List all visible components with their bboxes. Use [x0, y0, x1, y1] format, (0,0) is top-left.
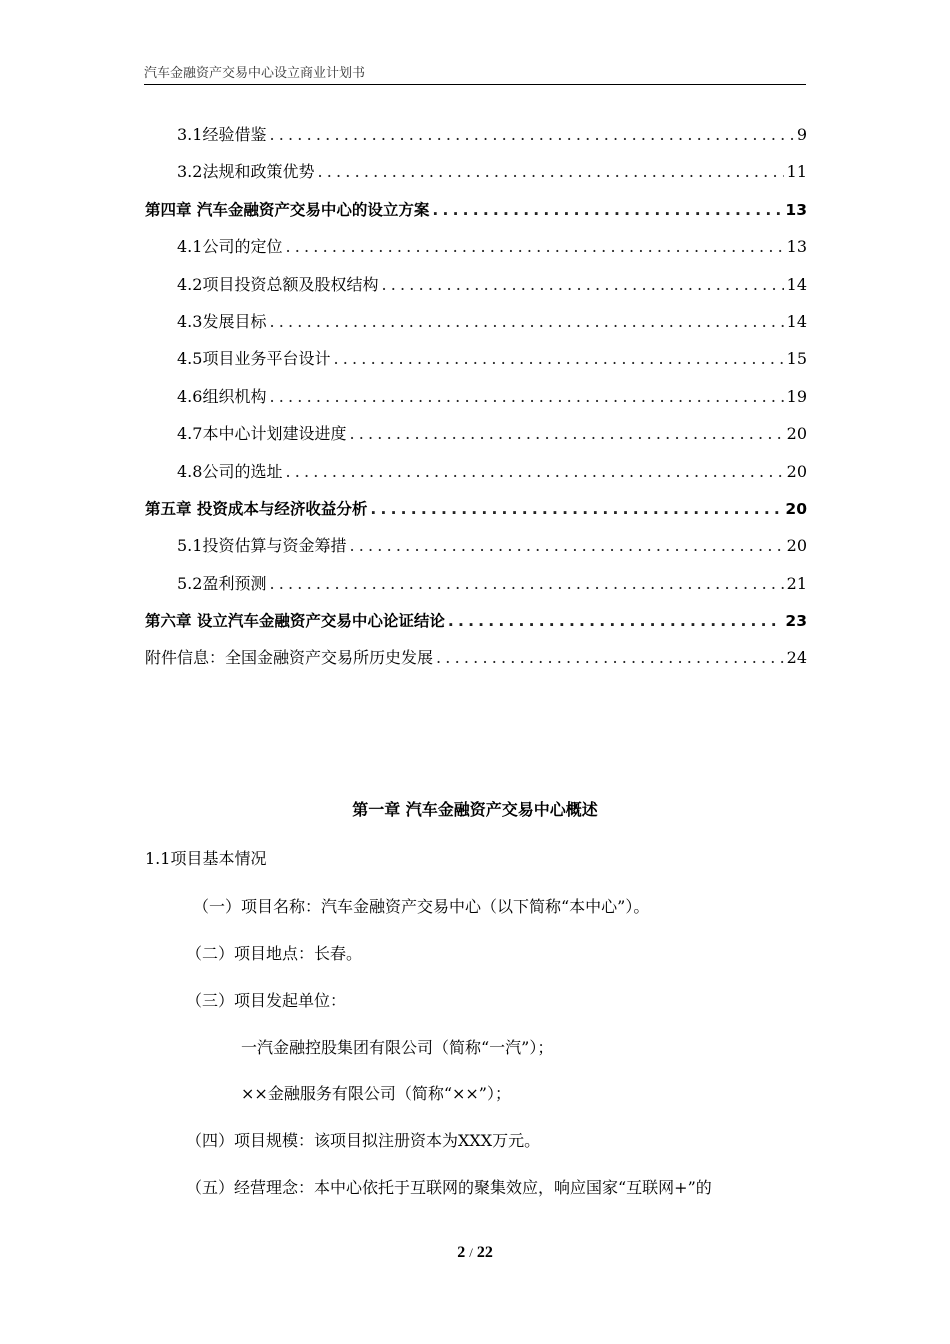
toc-dot-leader — [269, 385, 783, 409]
toc-entry[interactable] — [145, 460, 807, 497]
paragraph-project-location: （二）项目地点：长春。 — [186, 944, 363, 963]
current-page: 2 — [457, 1244, 466, 1261]
toc-dot-leader — [381, 273, 783, 297]
toc-entry-label: 第五章 投资成本与经济收益分析 — [145, 499, 368, 518]
toc-dot-leader — [349, 534, 783, 558]
toc-entry-page: 21 — [786, 573, 807, 593]
toc-entry-page: 13 — [785, 200, 807, 219]
toc-entry-label: 4.2项目投资总额及股权结构 — [177, 274, 379, 294]
toc-entry-label: 3.2法规和政策优势 — [177, 162, 315, 182]
page-separator: / — [469, 1245, 473, 1260]
toc-entry[interactable] — [145, 347, 807, 384]
toc-entry[interactable] — [145, 534, 807, 571]
toc-entry-label: 附件信息：全国金融资产交易所历史发展 — [145, 648, 434, 668]
toc-entry-page: 20 — [786, 424, 807, 444]
toc-entry-label: 第六章 设立汽车金融资产交易中心论证结论 — [145, 612, 445, 631]
toc-entry-label: 4.1公司的定位 — [177, 237, 283, 257]
toc-dot-leader — [370, 497, 782, 521]
toc-entry-page: 14 — [786, 311, 807, 331]
toc-entry-label: 5.2盈利预测 — [177, 573, 267, 593]
page-number — [0, 1244, 950, 1262]
toc-entry[interactable] — [145, 160, 807, 197]
section-heading: 1.1项目基本情况 — [145, 849, 267, 868]
toc-entry[interactable] — [145, 422, 807, 459]
toc-dot-leader — [269, 572, 783, 596]
paragraph-project-scale: （四）项目规模：该项目拟注册资本为XXX万元。 — [186, 1131, 541, 1150]
chapter-title: 第一章 汽车金融资产交易中心概述 — [352, 800, 598, 819]
total-pages: 22 — [476, 1244, 493, 1261]
toc-entry-page: 19 — [786, 386, 807, 406]
toc-entry-label: 4.5项目业务平台设计 — [177, 349, 331, 369]
toc-entry-page: 20 — [786, 536, 807, 556]
toc-dot-leader — [285, 235, 783, 259]
toc-entry-page: 23 — [785, 612, 807, 631]
toc-entry-label: 4.6组织机构 — [177, 386, 267, 406]
toc-entry[interactable] — [145, 123, 807, 160]
toc-entry[interactable] — [145, 310, 807, 347]
toc-entry-page: 9 — [796, 125, 807, 144]
toc-entry[interactable] — [145, 385, 807, 422]
toc-entry[interactable] — [145, 609, 807, 646]
toc-entry[interactable] — [145, 235, 807, 272]
toc-entry[interactable] — [145, 572, 807, 609]
toc-entry-page: 13 — [786, 237, 807, 257]
toc-entry-label: 5.1投资估算与资金筹措 — [177, 536, 347, 556]
toc-entry-label: 4.8公司的选址 — [177, 461, 283, 481]
toc-entry[interactable] — [145, 273, 807, 310]
paragraph-sponsor-1: 一汽金融控股集团有限公司（简称“一汽”）； — [241, 1038, 554, 1057]
toc-entry-page: 24 — [786, 648, 807, 668]
toc-dot-leader — [436, 646, 784, 670]
toc-entry-page: 15 — [786, 349, 807, 369]
toc-dot-leader — [349, 422, 783, 446]
toc-entry-page: 11 — [786, 162, 807, 182]
toc-entry[interactable] — [145, 497, 807, 534]
toc-dot-leader — [317, 160, 783, 184]
toc-entry-label: 第四章 汽车金融资产交易中心的设立方案 — [145, 200, 430, 219]
toc-entry-page: 14 — [786, 274, 807, 294]
toc-entry-label: 4.7本中心计划建设进度 — [177, 424, 347, 444]
table-of-contents — [145, 123, 807, 684]
toc-entry-label: 3.1经验借鉴 — [177, 125, 267, 144]
paragraph-business-concept: （五）经营理念：本中心依托于互联网的聚集效应，响应国家“互联网+”的 — [186, 1178, 712, 1197]
toc-dot-leader — [333, 347, 783, 371]
toc-dot-leader — [448, 609, 783, 633]
toc-entry-label: 4.3发展目标 — [177, 311, 267, 331]
toc-entry[interactable] — [145, 198, 807, 235]
paragraph-project-name: （一）项目名称：汽车金融资产交易中心（以下简称“本中心”）。 — [193, 897, 650, 916]
running-header: 汽车金融资产交易中心设立商业计划书 — [144, 64, 806, 85]
paragraph-sponsor-2: ××金融服务有限公司（简称“××”）； — [241, 1084, 511, 1103]
toc-entry-page: 20 — [786, 461, 807, 481]
paragraph-sponsor-heading: （三）项目发起单位： — [186, 991, 347, 1010]
toc-dot-leader — [269, 123, 793, 147]
toc-dot-leader — [269, 310, 783, 334]
toc-dot-leader — [432, 198, 782, 222]
toc-entry-page: 20 — [785, 499, 807, 518]
toc-entry[interactable] — [145, 646, 807, 683]
toc-dot-leader — [285, 460, 783, 484]
